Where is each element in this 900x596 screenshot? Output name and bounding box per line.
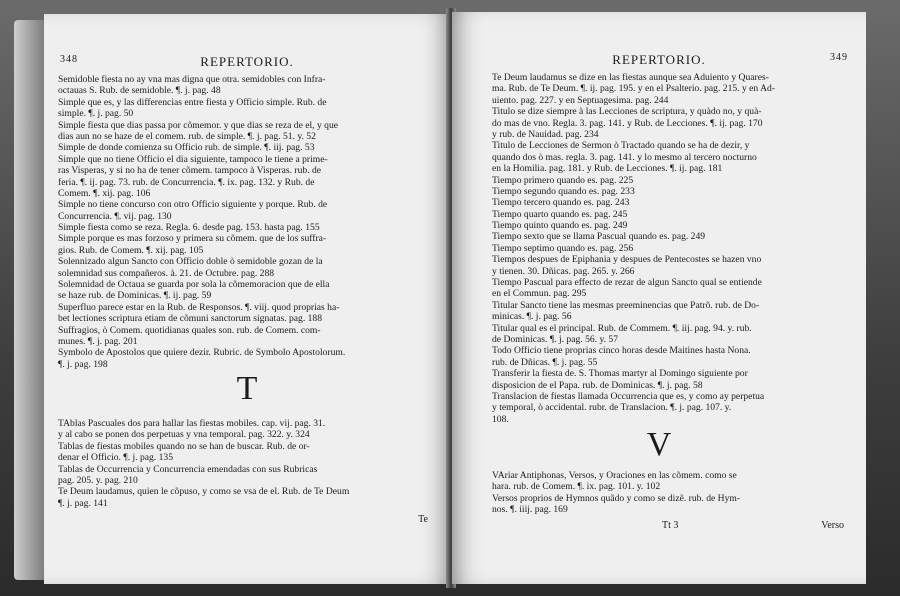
index-line: Tiempo quinto quando es. pag. 249 — [492, 220, 628, 232]
right-page — [452, 12, 866, 584]
index-line: y rub. de Nauidad. pag. 234 — [492, 128, 599, 140]
index-line: Tiempo tercero quando es. pag. 243 — [492, 197, 630, 209]
section-letter-v: V — [646, 426, 672, 463]
index-line: ¶. j. pag. 141 — [58, 497, 108, 509]
index-line: Semidoble fiesta no ay vna mas digna que otra. semidobles con Infra- — [58, 74, 326, 85]
left-s-entries — [58, 74, 436, 370]
index-line: quando dos ò mas. regla. 3. pag. 141. y lo mesmo al tercero nocturno — [492, 151, 757, 163]
index-line: gios. Rub. de Comem. ¶. xij. pag. 105 — [58, 244, 204, 256]
index-line: VAriar Antiphonas, Versos, y Oraciones en las cõmem. como se — [492, 470, 737, 481]
index-line: Solennizado algun Sancto con Officio doble ò semidoble gozan de la — [58, 256, 323, 268]
index-line: Tiempos despues de Epiphania y despues de Pentecostes se hazen vno — [492, 254, 762, 266]
right-page-header — [452, 52, 866, 70]
index-line: Simple que es, y las differencias entre fiesta y Officio simple. Rub. de — [58, 96, 327, 108]
index-line: disposicion de el Papa. rub. de Dominicas. ¶. j. pag. 58 — [492, 379, 703, 391]
index-line: rub. de Dñicas. ¶. j. pag. 55 — [492, 356, 598, 368]
index-line: Tiempo segundo quando es. pag. 233 — [492, 185, 635, 197]
left-t-entries — [58, 418, 436, 509]
index-line: Simple fiesta como se reza. Regla. 6. desde pag. 153. hasta pag. 155 — [58, 222, 320, 234]
index-line: de Dominicas. ¶. j. pag. 56. y. 57 — [492, 333, 619, 345]
index-line: Simple que no tiene Officio el dia siguiente, tampoco le tiene a prime- — [58, 153, 328, 165]
index-line: denar el Officio. ¶. j. pag. 135 — [58, 452, 173, 464]
right-v-entries — [492, 470, 848, 516]
index-line: solemnidad sus compañeros. à. 21. de Octubre. pag. 288 — [58, 267, 275, 279]
index-line: Translacion de fiestas llamada Occurrencia que es, y como ay perpetua — [492, 390, 765, 402]
index-line: Todo Officio tiene proprias cinco horas desde Maitines hasta Nona. — [492, 345, 751, 357]
index-line: y tienen. 30. Dñicas. pag. 265. y. 266 — [492, 265, 635, 277]
index-line: y al cabo se ponen dos perpetuas y vna temporal. pag. 322. y. 324 — [58, 429, 310, 441]
index-line: Tiempo sexto que se llama Pascual quando es. pag. 249 — [492, 231, 706, 243]
index-line: en el Commun. pag. 295 — [492, 288, 587, 300]
book-edge — [14, 20, 46, 580]
index-line: Tiempo primero quando es. pag. 225 — [492, 174, 634, 186]
right-catchword: Verso — [821, 520, 844, 531]
index-line: Concurrencia. ¶. vij. pag. 130 — [58, 210, 172, 222]
index-line: ras Visperas, y si no ha de tener cõmem. tampoco à Visperas. rub. de — [58, 165, 322, 177]
signature-mark: Tt 3 — [662, 520, 679, 531]
index-line: Tiempo septimo quando es. pag. 256 — [492, 242, 634, 254]
left-catchword: Te — [418, 514, 428, 525]
index-line: Tablas de Occurrencia y Concurrencia emendadas con sus Rubricas — [58, 463, 318, 475]
left-page-title: REPERTORIO. — [200, 54, 294, 69]
index-line: Superfluo parece estar en la Rub. de Responsos. ¶. viij. quod proprias ha- — [58, 301, 340, 313]
index-line: se haze rub. de Dominicas. ¶. ij. pag. 59 — [58, 290, 212, 302]
section-letter-t: T — [236, 370, 258, 407]
right-page-number: 349 — [830, 52, 848, 63]
index-line: Transferir la fiesta de. S. Thomas martyr al Domingo siguiente por — [492, 368, 748, 380]
index-line: pag. 205. y. pag. 210 — [58, 474, 138, 486]
index-line: nos. ¶. iiij. pag. 169 — [492, 504, 568, 516]
index-line: uiento. pag. 227. y en Septuagesima. pag. 244 — [492, 94, 669, 106]
index-line: simple. ¶. j. pag. 50 — [58, 108, 134, 120]
index-line: Simple porque es mas forzoso y primera su cõmem. que de los suffra- — [58, 233, 327, 245]
index-line: en la Homilia. pag. 181. y Rub. de Lecciones. ¶. ij. pag. 181 — [492, 163, 723, 175]
index-line: feria. ¶. ij. pag. 73. rub. de Concurrencia. ¶. ix. pag. 132. y Rub. de — [58, 176, 315, 188]
index-line: Solemnidad de Octaua se guarda por sola la cõmemoracion que de ella — [58, 279, 330, 291]
index-line: Symbolo de Apostolos que quiere dezir. Rubric. de Symbolo Apostolorum. — [58, 347, 346, 359]
index-line: ¶. j. pag. 198 — [58, 358, 108, 370]
index-line: do mas de vno. Regla. 3. pag. 141. y Rub. de Lecciones. ¶. ij. pag. 170 — [492, 117, 763, 129]
right-page-title: REPERTORIO. — [612, 52, 706, 67]
left-page-number: 348 — [60, 54, 78, 65]
index-line: minicas. ¶. j. pag. 56 — [492, 311, 572, 323]
index-line: Simple no tiene concurso con otro Officio siguiente y porque. Rub. de — [58, 199, 328, 211]
index-line: ma. Rub. de Te Deum. ¶. ij. pag. 195. y en el Psalterio. pag. 215. y en Ad- — [492, 83, 776, 95]
index-line: octauas S. Rub. de semidoble. ¶. j. pag. 48 — [58, 85, 221, 97]
index-line: Tiempo Pascual para effecto de rezar de algun Sancto qual se entiende — [492, 277, 762, 289]
index-line: munes. ¶. j. pag. 201 — [58, 335, 138, 347]
index-line: Comem. ¶. xij. pag. 106 — [58, 187, 151, 199]
index-line: 108. — [492, 413, 509, 425]
index-line: Titulo de Lecciones de Sermon ò Tractado quando se ha de dezir, y — [492, 140, 750, 152]
index-line: hara. rub. de Comem. ¶. ix. pag. 101. y. 102 — [492, 481, 661, 493]
index-line: y temporal, ò accidental. rubr. de Translacion. ¶. j. pag. 107. y. — [492, 402, 732, 414]
index-line: Simple fiesta que dias passa por cõmemor. y que dias se reza de el, y que — [58, 119, 338, 131]
index-line: TAblas Pascuales dos para hallar las fiestas mobiles. cap. vij. pag. 31. — [58, 418, 326, 429]
index-line: dias aun no se haze de el comem. rub. de simple. ¶. j. pag. 51. y. 52 — [58, 130, 316, 142]
index-line: Titular qual es el principal. Rub. de Commem. ¶. iij. pag. 94. y. rub. — [492, 322, 752, 334]
index-line: Titular Sancto tiene las mesmas preeminencias que Patrõ. rub. de Do- — [492, 299, 760, 311]
left-page-header — [44, 54, 450, 72]
index-line: Titulo se dize siempre à las Lecciones de scriptura, y quàdo no, y quà- — [492, 106, 762, 118]
index-line: Suffragios, ò Comem. quotidianas quales son. rub. de Comem. com- — [58, 324, 321, 336]
index-line: Te Deum laudamus, quien le cõpuso, y como se vsa de el. Rub. de Te Deum — [58, 486, 350, 498]
index-line: Tiempo quarto quando es. pag. 245 — [492, 208, 628, 220]
index-line: Simple de donde comienza su Officio rub. de simple. ¶. iij. pag. 53 — [58, 142, 315, 154]
index-line: Tablas de fiestas mobiles quando no se han de buscar. Rub. de or- — [58, 440, 310, 452]
right-t-entries — [492, 72, 848, 425]
index-line: Versos proprios de Hymnos quãdo y como se dizẽ. rub. de Hym- — [492, 492, 741, 504]
left-page — [44, 14, 450, 584]
index-line: Te Deum laudamus se dize en las fiestas aunque sea Aduiento y Quares- — [492, 72, 769, 83]
index-line: bet lectiones scriptura etiam de cõmuni sanctorum signatas. pag. 188 — [58, 313, 323, 325]
